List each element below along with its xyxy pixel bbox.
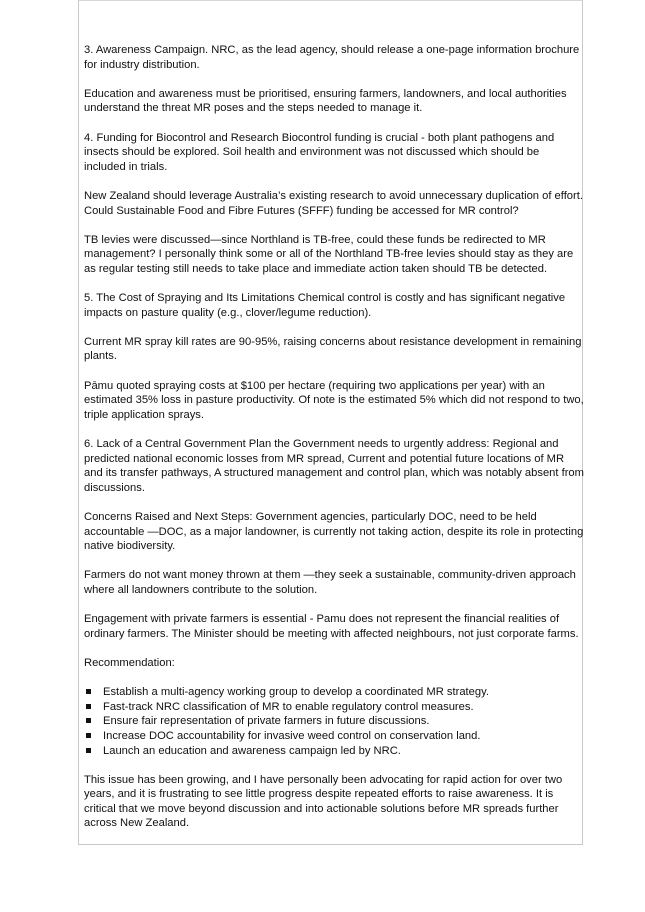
bullet-square-icon [86, 718, 91, 723]
paragraph-pamu-costs: Pāmu quoted spraying costs at $100 per hectare (requiring two applications per year) with an estimated 35% loss in pasture productivity. Of note is the estimated 5% which did not respond to two, triple application sprays. [84, 379, 584, 421]
paragraph-concerns-raised: Concerns Raised and Next Steps: Government agencies, particularly DOC, need to be held accountable —DOC, as a major landowner, is currently not taking action, despite its role in protecting native biodiversity. [84, 511, 584, 553]
list-item-text: Ensure fair representation of private farmers in future discussions. [103, 715, 430, 728]
paragraph-closing: This issue has been growing, and I have personally been advocating for rapid action for over two years, and it is frustrating to see little progress despite repeated efforts to raise awareness. It is critical that we move beyond discussion and into actionable solutions before MR spreads further across New Zealand. [84, 773, 563, 830]
list-item-text: Launch an education and awareness campaign led by NRC. [103, 744, 401, 757]
paragraph-central-government: 6. Lack of a Central Government Plan the Government needs to urgently address: Regional and predicted national economic losses from MR spread, Current and potential future locations of MR and its transfer pathways, A structured management and control plan, which was notably absent from discussions. [84, 438, 584, 494]
list-item [84, 729, 584, 744]
document-page [78, 0, 583, 845]
paragraph-australia-research: New Zealand should leverage Australia’s existing research to avoid unnecessary duplication of effort. Could Sustainable Food and Fibre Futures (SFFF) funding be accessed for MR control? [84, 189, 583, 217]
list-item-text: Increase DOC accountability for invasive weed control on conservation land. [103, 729, 481, 742]
paragraph-engagement: Engagement with private farmers is essential - Pamu does not represent the financial realities of ordinary farmers. The Minister should be meeting with affected neighbours, not just corporate farms. [84, 613, 579, 640]
paragraph-farmers-money: Farmers do not want money thrown at them —they seek a sustainable, community-driven approach where all landowners contribute to the solution. [84, 569, 576, 596]
bullet-square-icon [86, 733, 91, 738]
list-item [84, 685, 584, 700]
list-item [84, 714, 584, 729]
paragraph-education: Education and awareness must be prioritised, ensuring farmers, landowners, and local authorities understand the threat MR poses and the steps needed to manage it. [84, 87, 567, 115]
bullet-square-icon [86, 704, 91, 709]
paragraph-cost-of-spraying: 5. The Cost of Spraying and Its Limitations Chemical control is costly and has significant negative impacts on pasture quality (e.g., clover/legume reduction). [84, 292, 566, 319]
list-item-text: Establish a multi-agency working group to develop a coordinated MR strategy. [103, 686, 489, 699]
paragraph-awareness-campaign: 3. Awareness Campaign. NRC, as the lead agency, should release a one-page information brochure for industry distribution. [84, 44, 580, 71]
list-item [84, 700, 584, 715]
document-body [84, 43, 584, 846]
bullet-square-icon [86, 689, 91, 694]
list-item-text: Fast-track NRC classification of MR to enable regulatory control measures. [103, 700, 474, 713]
recommendation-list [84, 685, 584, 758]
bullet-square-icon [86, 748, 91, 753]
paragraph-tb-levies: TB levies were discussed—since Northland is TB-free, could these funds be redirected to MR management? I personally think some or all of the Northland TB-free levies should stay as they are as regular testing still needs to take place and immediate action taken should TB be detected. [84, 233, 574, 275]
list-item [84, 744, 584, 759]
paragraph-kill-rates: Current MR spray kill rates are 90-95%, raising concerns about resistance development in remaining plants. [84, 335, 582, 363]
paragraph-funding-biocontrol: 4. Funding for Biocontrol and Research Biocontrol funding is crucial - both plant pathogens and insects should be explored. Soil health and environment was not discussed which should be included in trials. [84, 131, 555, 173]
recommendation-heading: Recommendation: [84, 656, 175, 669]
